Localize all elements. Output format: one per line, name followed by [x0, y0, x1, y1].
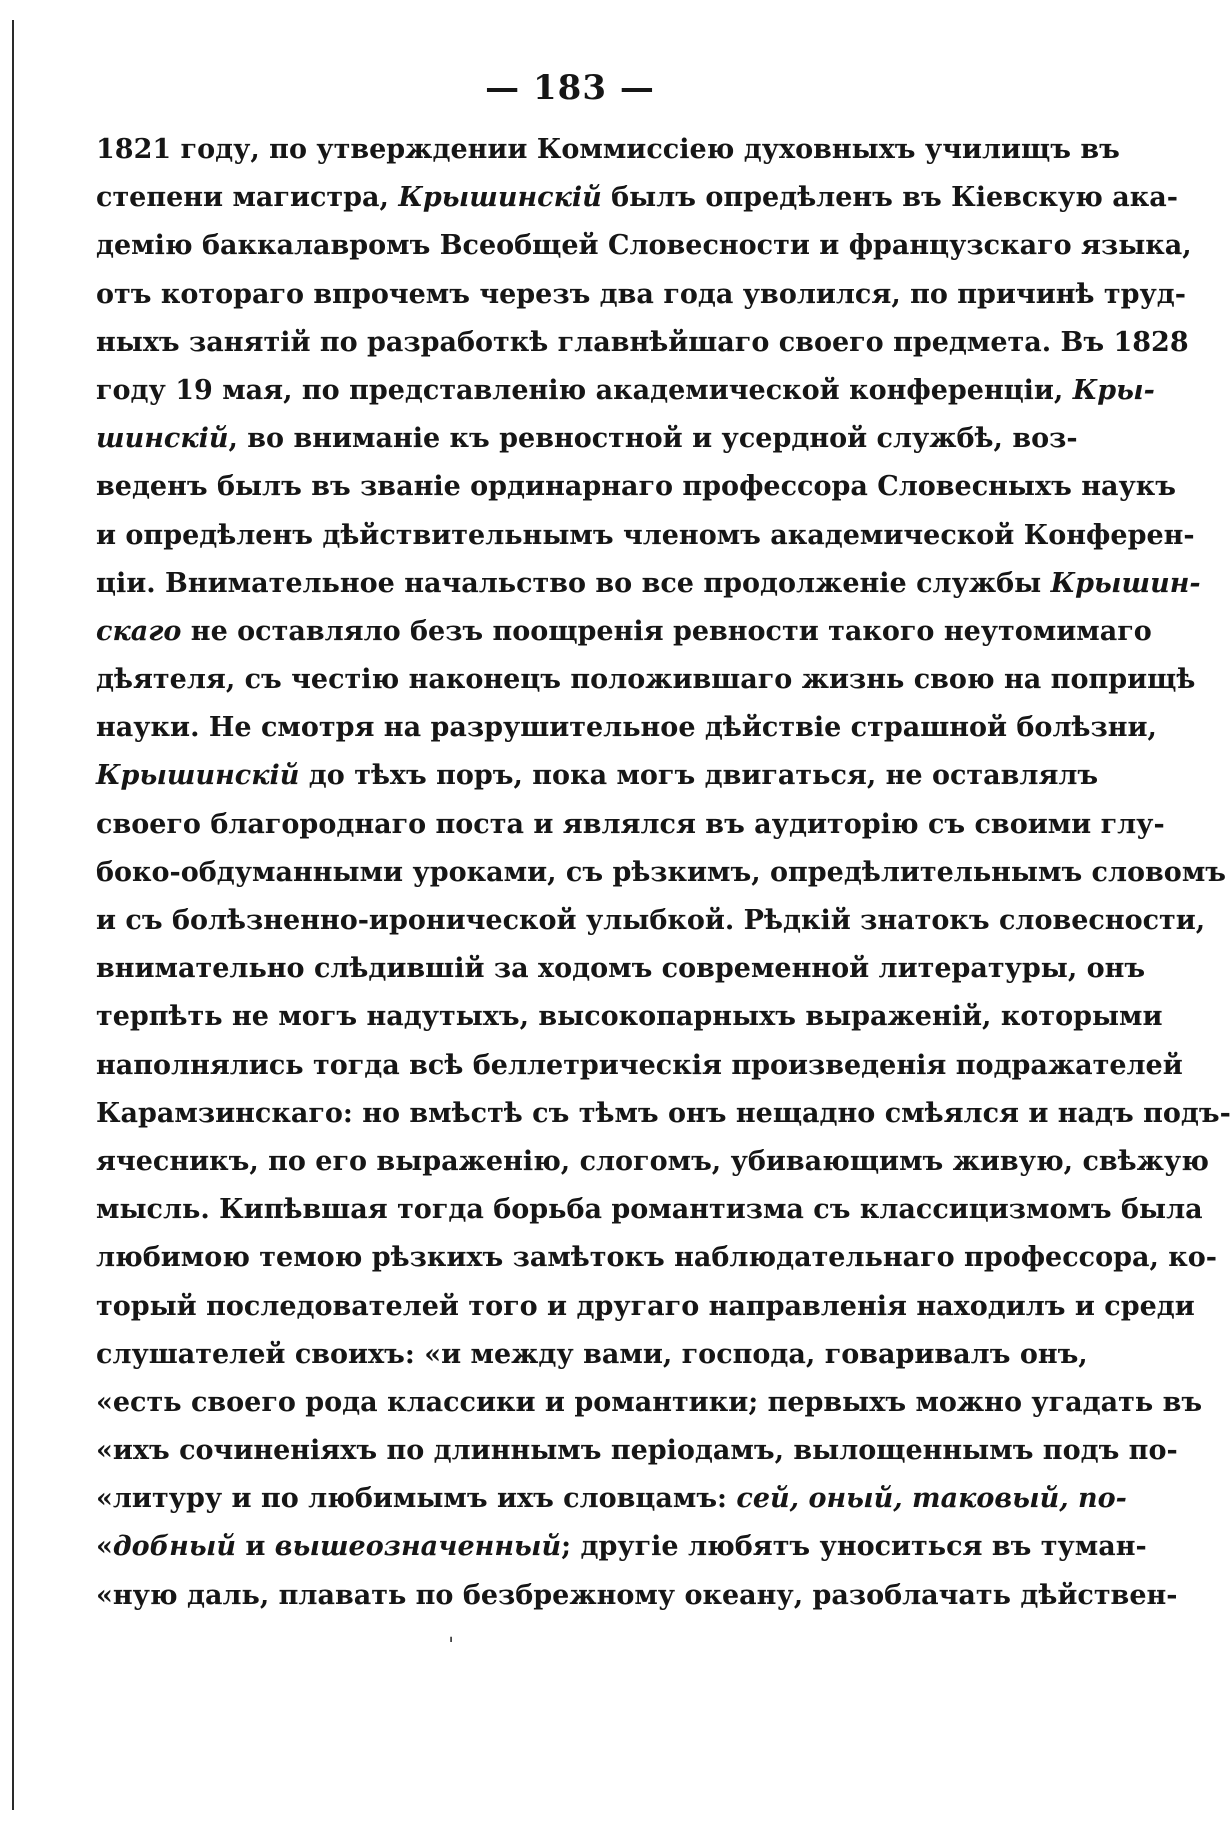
text-line: [96, 463, 1176, 511]
italic-name-segment: сей, оный, таковый, по-: [736, 1483, 1127, 1515]
text-line: [96, 1572, 1178, 1620]
text-line: [96, 608, 1152, 656]
text-line: [96, 993, 1163, 1041]
text-segment: и съ болѣзненно-иронической улыбкой. Рѣдкiй знатокъ словесности,: [96, 905, 1206, 936]
text-line: [96, 319, 1189, 367]
text-line: [96, 897, 1206, 945]
italic-name-segment: вышеозначенный: [274, 1531, 562, 1563]
text-line: [96, 222, 1192, 270]
text-line: [96, 945, 1146, 993]
page-edge-rule: [12, 20, 14, 1810]
italic-name-segment: скаго: [96, 615, 182, 647]
text-segment: наполнялись тогда всѣ беллетрическiя произведенiя подражателей: [96, 1049, 1183, 1081]
text-segment: ныхъ занятiй по разработкѣ главнѣйшаго своего предмета. Въ 1828: [96, 326, 1189, 358]
text-line: [96, 1283, 1195, 1331]
text-segment: «: [96, 1531, 113, 1563]
text-segment: «ную даль, плавать по безбрежному океану, разоблачать дѣйствен-: [96, 1579, 1178, 1611]
text-segment: демiю баккалавромъ Всеобщей Словесности и французскаго языка,: [96, 230, 1192, 262]
text-line: [96, 1186, 1203, 1234]
text-segment: «ихъ сочиненiяхъ по длиннымъ перiодамъ, вылощеннымъ подъ по-: [96, 1435, 1178, 1467]
italic-name-segment: Крышинскiй: [96, 760, 300, 792]
text-line: [96, 126, 1120, 174]
text-line: [96, 1042, 1183, 1090]
text-segment: , во вниманiе къ ревностной и усердной службѣ, воз-: [228, 423, 1078, 455]
text-segment: слушателей своихъ: «и между вами, господа, говаривалъ онъ,: [96, 1338, 1088, 1370]
text-segment: 1821 году, по утверждении Коммиссiею духовныхъ училищъ въ: [96, 134, 1120, 165]
text-segment: до тѣхъ поръ, пока могъ двигаться, не оставлялъ: [299, 760, 1099, 792]
ink-speck: ˌ: [448, 1620, 455, 1645]
text-line: [96, 1234, 1218, 1282]
page-number: — 183 —: [485, 68, 655, 108]
text-segment: «есть своего рода классики и романтики; первыхъ можно угадать въ: [96, 1386, 1203, 1418]
text-line: [96, 174, 1178, 222]
italic-name-segment: Кры-: [1072, 374, 1155, 406]
text-line: [96, 1090, 1231, 1138]
text-line: [96, 1138, 1209, 1186]
text-segment: торый последователей того и другаго направленiя находилъ и среди: [96, 1290, 1195, 1322]
body-text: [96, 126, 1231, 1620]
text-segment: «литуру и по любимымъ ихъ словцамъ:: [96, 1483, 737, 1515]
text-segment: веденъ былъ въ званiе ординарнаго профессора Словесныхъ наукъ: [96, 471, 1176, 503]
text-segment: степени магистра,: [96, 182, 399, 214]
text-segment: своего благороднаго поста и являлся въ аудиторiю съ своими глу-: [96, 808, 1165, 840]
text-segment: ячесникъ, по его выраженiю, слогомъ, убивающимъ живую, свѣжую: [96, 1145, 1209, 1177]
italic-name-segment: Крышинскiй: [398, 182, 602, 214]
text-segment: терпѣть не могъ надутыхъ, высокопарныхъ выраженiй, которыми: [96, 1001, 1163, 1033]
text-segment: боко-обдуманными уроками, съ рѣзкимъ, опредѣлительнымъ словомъ: [96, 856, 1226, 888]
text-line: [96, 1475, 1127, 1523]
text-segment: мысль. Кипѣвшая тогда борьба романтизма съ классицизмомъ была: [96, 1194, 1203, 1226]
text-segment: отъ котораго впрочемъ черезъ два года уволился, по причинѣ труд-: [96, 278, 1186, 310]
text-line: [96, 656, 1196, 704]
text-line: [96, 1331, 1088, 1379]
text-segment: Карамзинскаго: но вмѣстѣ съ тѣмъ онъ нещадно смѣялся и надъ подъ-: [96, 1097, 1231, 1129]
text-line: [96, 1379, 1203, 1427]
text-line: [96, 801, 1165, 849]
text-line: [96, 560, 1201, 608]
text-segment: и: [235, 1531, 275, 1563]
text-line: [96, 367, 1155, 415]
italic-name-segment: добный: [112, 1531, 236, 1563]
italic-name-segment: Крышин-: [1050, 567, 1201, 599]
text-line: [96, 752, 1099, 800]
text-segment: не оставляло безъ поощренiя ревности такого неутомимаго: [181, 615, 1152, 647]
text-line: [96, 1523, 1147, 1571]
italic-name-segment: шинскiй: [96, 423, 229, 455]
text-line: [96, 271, 1186, 319]
text-segment: цiи. Внимательное начальство во все продолженiе службы: [96, 567, 1051, 599]
text-line: [96, 512, 1195, 560]
text-line: [96, 849, 1226, 897]
text-segment: любимою темою рѣзкихъ замѣтокъ наблюдательнаго профессора, ко-: [96, 1242, 1218, 1274]
text-segment: внимательно слѣдившiй за ходомъ современной литературы, онъ: [96, 953, 1146, 985]
text-line: [96, 704, 1157, 752]
text-segment: году 19 мая, по представленiю академической конференцiи,: [96, 374, 1073, 406]
text-line: [96, 1427, 1178, 1475]
text-line: [96, 415, 1078, 463]
text-segment: былъ опредѣленъ въ Кiевскую ака-: [601, 182, 1178, 214]
text-segment: ; другiе любятъ уноситься въ туман-: [561, 1531, 1147, 1563]
text-segment: и опредѣленъ дѣйствительнымъ членомъ академической Конферен-: [96, 519, 1195, 551]
text-segment: науки. Не смотря на разрушительное дѣйствiе страшной болѣзни,: [96, 712, 1157, 744]
text-segment: дѣятеля, съ честiю наконецъ положившаго жизнь свою на поприщѣ: [96, 664, 1196, 696]
